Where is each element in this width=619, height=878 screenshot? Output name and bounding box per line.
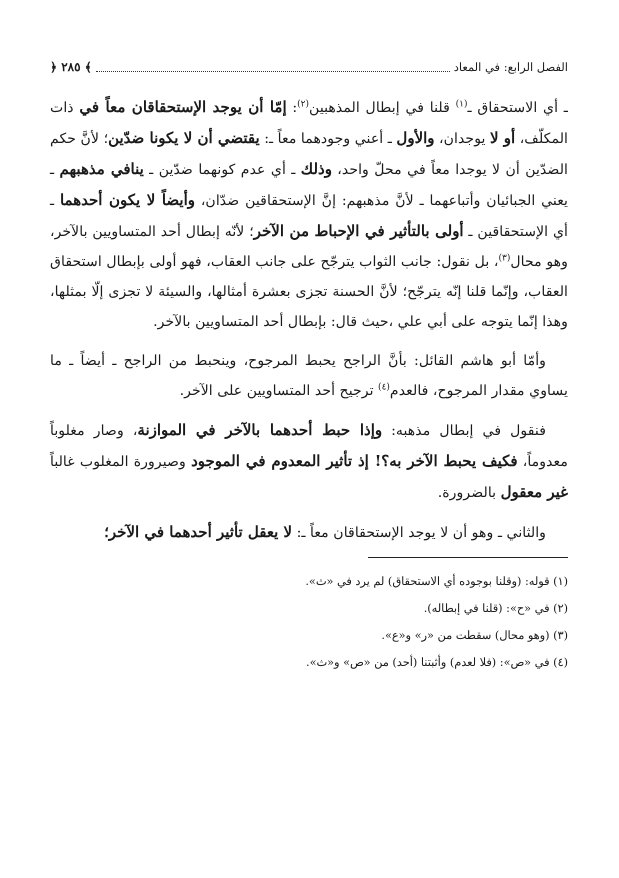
matn-text: يقتضي أن لا يكونا ضدّين bbox=[108, 129, 260, 147]
matn-text: إمّا أن يوجد الإستحقاقان معاً في bbox=[79, 98, 287, 116]
matn-text: لا يعقل تأثير أحدهما في الآخر؛ bbox=[104, 523, 293, 541]
sharh-text: وأمّا أبو هاشم القائل: بأنَّ الراجح يحبط المرجوح، وينحبط من الراجح ـ أيضاً ـ ما يساوي مقدار المرجوح، فالعدم bbox=[50, 353, 568, 399]
matn-text: وإذا حبط أحدهما بالآخر في الموازنة bbox=[137, 421, 383, 439]
main-text bbox=[50, 92, 568, 548]
footnote-separator bbox=[368, 557, 568, 558]
sharh-text: ـ أي الإستحقاقين ـ bbox=[50, 193, 568, 240]
sharh-text: ، بل نقول: جانب الثواب يترجّح على جانب العقاب، فهو أولى بإبطال استحقاق العقاب، وإنّما قلنا إنّه يترجّح؛ لأنَّ الحسنة تجزى بعشرة أمثالها، والسيئة لا تجزى إلّا بمثلها، وهذا إنّما يتوجه على أبي علي ،حيث قال: بإبطال أحد المتساويين بالآخر. bbox=[50, 254, 568, 330]
footnotes bbox=[50, 568, 568, 676]
footnote: (٢) في «ح»: (قلنا في إبطاله). bbox=[423, 602, 568, 615]
footnote: (١) قوله: (وقلنا بوجوده أي الاستحقاق) لم يرد في «ث». bbox=[305, 575, 568, 588]
matn-text: وأيضاً لا يكون أحدهما bbox=[59, 191, 196, 209]
matn-text: ينافي مذهبهم bbox=[59, 160, 144, 178]
matn-text: أولى بالتأثير في الإحباط من الآخر bbox=[253, 222, 464, 240]
sharh-text: ترجيح أحد المتساويين على الآخر. bbox=[179, 383, 379, 399]
footnote-marker: (١) bbox=[455, 99, 468, 110]
running-header bbox=[50, 56, 568, 78]
sharh-text: ؛ لأنّه إبطال أحد المتساويين بالآخر، وهو محال bbox=[50, 224, 568, 270]
footnote-marker: (٣) bbox=[498, 253, 511, 264]
sharh-text: قلنا في إبطال المذهبين bbox=[309, 100, 456, 116]
chapter-title: الفصل الرابع: في المعاد bbox=[453, 60, 568, 74]
sharh-text: ، وصار مغلوباً معدوماً، bbox=[50, 423, 568, 470]
paragraph bbox=[50, 415, 568, 508]
sharh-text: يوجدان، bbox=[434, 131, 490, 147]
sharh-text: ـ أعني وجودهما معاً ـ: bbox=[259, 131, 397, 147]
book-page bbox=[50, 56, 568, 676]
matn-text: وذلك bbox=[300, 160, 332, 178]
sharh-text: وصيرورة المغلوب غالباً bbox=[50, 454, 192, 470]
footnote-marker: (٢) bbox=[297, 99, 310, 110]
matn-text: فكيف يحبط الآخر به؟! إذ تأثير المعدوم في الموجود bbox=[191, 452, 518, 470]
matn-text: والأول bbox=[396, 129, 435, 147]
footnote: (٣) (وهو محال) سقطت من «ر» و«ع». bbox=[381, 629, 568, 642]
footnote: (٤) في «ص»: (فلا لعدم) وأثبتنا (أحد) من «ص» و«ث». bbox=[305, 656, 568, 669]
footnote-marker: (٤) bbox=[378, 382, 390, 393]
sharh-text: والثاني ـ وهو أن لا يوجد الإستحقاقان معاً ـ: bbox=[292, 525, 546, 541]
page-number: ﴿ ٢٨٥ ﴾ bbox=[50, 60, 92, 74]
sharh-text: ذات المكلّف، bbox=[50, 100, 568, 147]
matn-text: غير معقول bbox=[500, 483, 568, 501]
paragraph bbox=[50, 517, 568, 548]
sharh-text: : bbox=[286, 100, 298, 116]
sharh-text: ـ أي عدم كونهما ضدّين ـ bbox=[143, 162, 301, 178]
sharh-text: بالضرورة. bbox=[437, 485, 501, 501]
header-dot-leader bbox=[96, 63, 450, 72]
sharh-text: فنقول في إبطال مذهبه: bbox=[382, 423, 546, 439]
paragraph bbox=[50, 92, 568, 337]
matn-text: أو لا bbox=[490, 129, 516, 147]
paragraph bbox=[50, 346, 568, 406]
sharh-text: ـ يعني الجبائيان وأتباعهما ـ لأنَّ مذهبهم: إنَّ الإستحقاقين ضدّان، bbox=[50, 162, 568, 209]
sharh-text: ؛ لأنَّ حكم الضدّين أن لا يوجدا معاً في محلّ واحد، bbox=[50, 131, 569, 178]
sharh-text: ـ أي الاستحقاق ـ bbox=[467, 100, 568, 116]
